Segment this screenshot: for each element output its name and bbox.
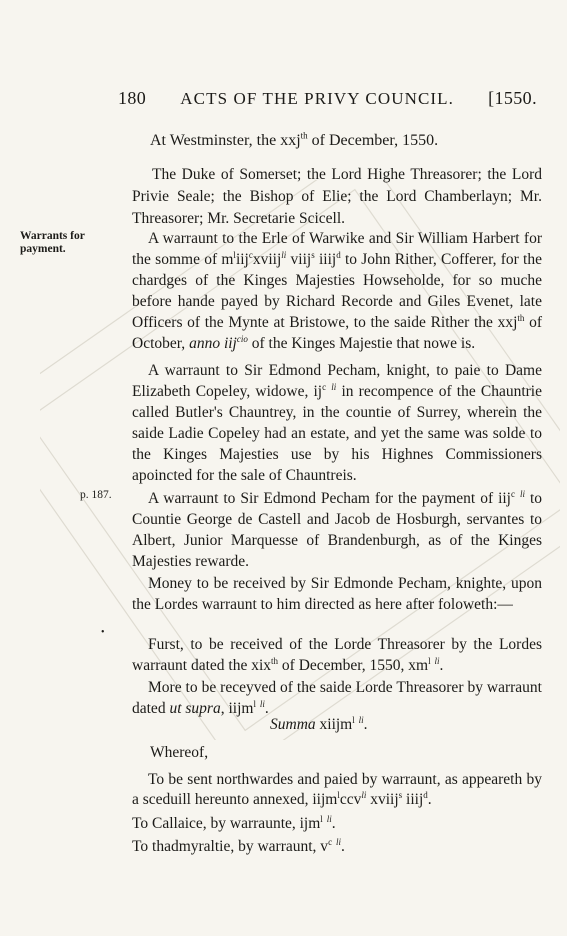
page-header	[118, 88, 537, 109]
paragraph-northwardes: To be sent northwardes and paied by warraunt, as appeareth by a sceduill hereunto annexed, iijm$^l$ccv$^{li}$ xviij$^s$ iiij$^d$.	[132, 771, 542, 808]
paragraph-castell-warrant: A warraunt to Sir Edmond Pecham for the payment of iij$^c$ $^{li}$ to Countie George de Castell and Jacob de Hosburgh, servantes to Albert, Junior Marquesse of Brandenburgh, as of the Kinges Majesties rewarde.	[132, 488, 543, 570]
callaice-line: To Callaice, by warraunte, ijm$^l$ $^{li}$.	[132, 813, 336, 832]
year-marker: [1550.	[488, 88, 537, 108]
margin-note-page-ref: p. 187.	[80, 489, 112, 501]
summa-line: Summa xiijm$^l$ $^{li}$.	[270, 714, 368, 733]
paragraph-furst: Furst, to be received of the Lorde Threasorer by the Lordes warraunt dated the xix$^{th}$ of December, 1550, $xm^l$ $^{li}$.	[132, 636, 542, 674]
margin-dot: •	[101, 627, 105, 638]
paragraph-copeley-warrant: A warraunt to Sir Edmond Pecham, knight, to paie to Dame Elizabeth Copeley, widowe, $ij^c$ $^{li}$ in recompence of the Chauntrie called Butler's Chauntrey, in the countie of Surrey, wherein the saide Ladie Copeley had an estate, and yet the same was solde to the Kinges Majesties use by his Highnes Commissioners apoincted for the sale of Chauntreis.	[132, 362, 542, 484]
meeting-heading: At Westminster, the xxj$^{th}$ of December, 1550.	[150, 130, 439, 149]
attendees-list: The Duke of Somerset; the Lord Highe Threasorer; the Lord Privie Seale; the Bishop of Elie; the Lord Chamberlayn; Mr. Threasorer; Mr. Secretarie Scicell.	[132, 166, 542, 227]
paragraph-money-received: Money to be received by Sir Edmonde Pecham, knighte, upon the Lordes warraunt to him directed as here after foloweth:—	[132, 575, 542, 613]
paragraph-warwike-warrant: A warraunt to the Erle of Warwike and Sir William Harbert for the somme of $m^liij^cxviij^{li}$ viij$^s$ iiij$^d$ to John Rither, Cofferer, for the chardges of the Kinges Majesties Howseholde, for so muche before hande payed by Richard Recorde and Giles Evenet, late Officers of the Mynte at Bristowe, to the saide Rither the xxj$^{th}$ of October, anno iij$^{cio}$ of the Kinges Majestie that nowe is.	[132, 230, 542, 352]
running-title: ACTS OF THE PRIVY COUNCIL.	[180, 89, 454, 108]
paragraph-more-received: More to be receyved of the saide Lorde Threasorer by warraunt dated ut supra, iijm$^l$ $^{li}$.	[132, 679, 542, 717]
page-number: 180	[118, 88, 147, 108]
whereof-line: Whereof,	[150, 744, 209, 761]
margin-note-warrants: Warrants for payment.	[20, 230, 85, 255]
admiralty-line: To thadmyraltie, by warraunt, $v^c$ $^{li}$.	[132, 836, 345, 855]
